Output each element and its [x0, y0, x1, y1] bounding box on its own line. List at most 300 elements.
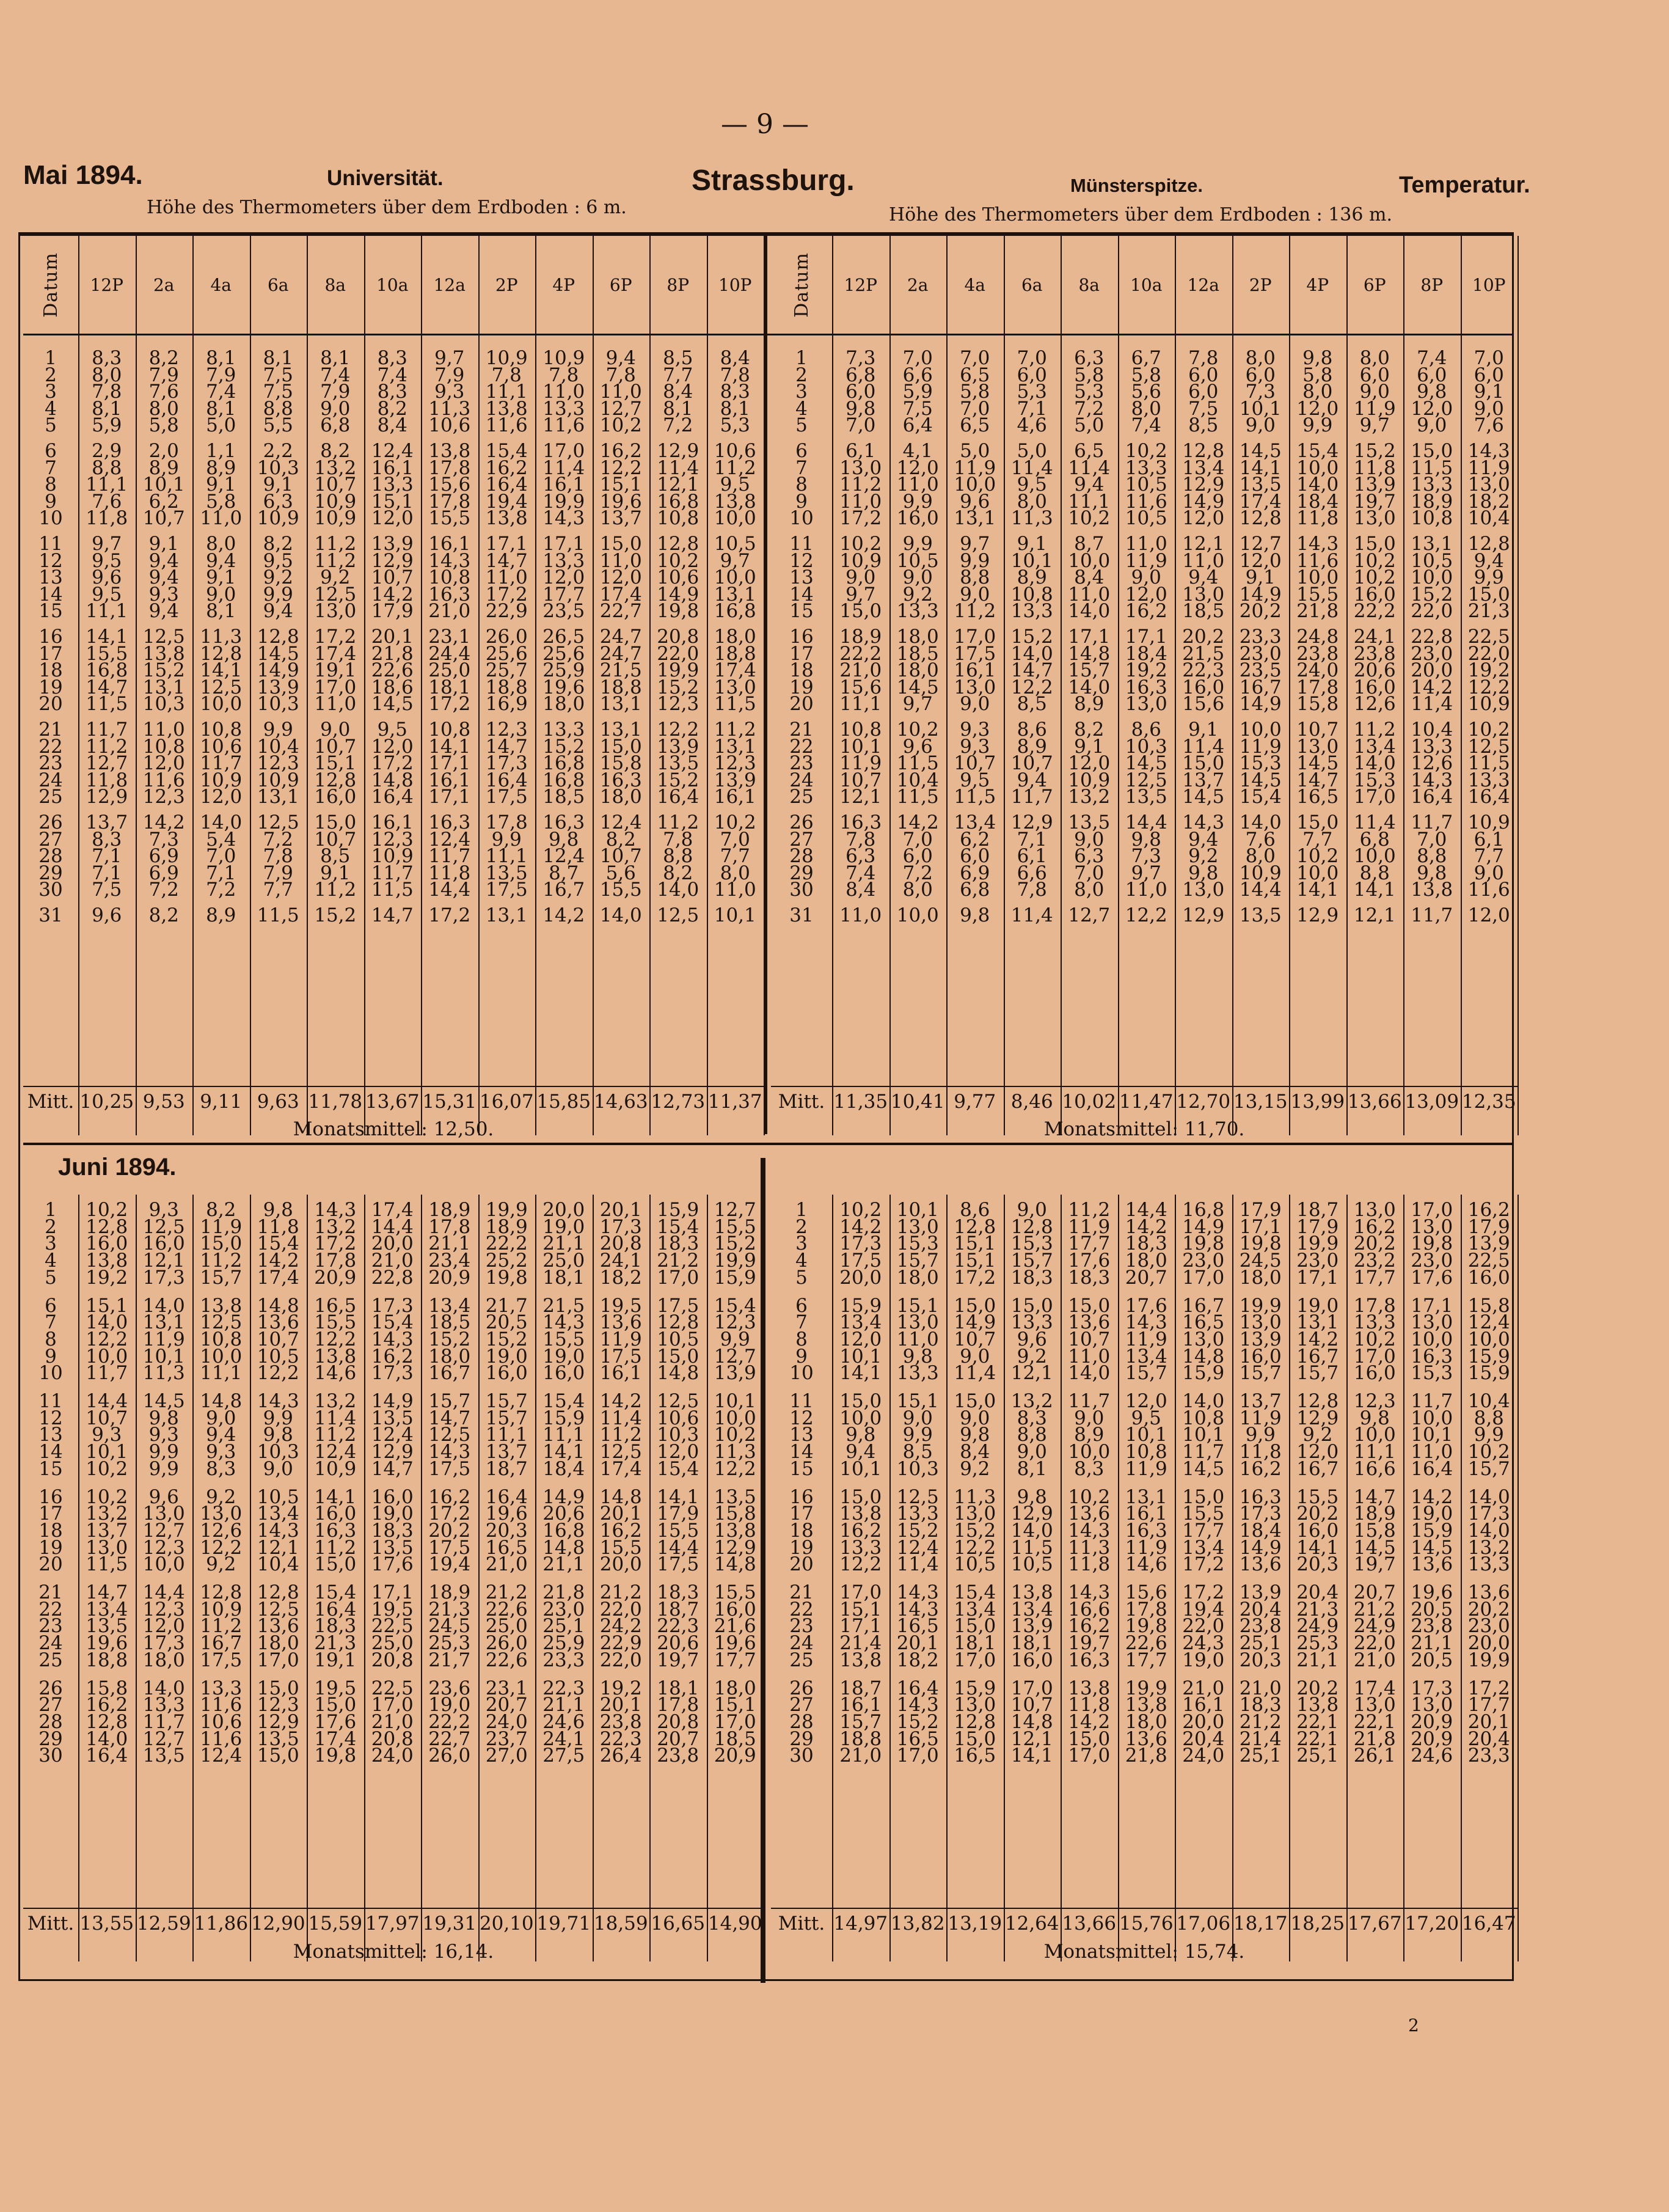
temperature-value: 10,1	[1010, 549, 1053, 572]
temperature-value: 11,7	[428, 845, 471, 868]
temperature-value: 16,0	[1182, 676, 1225, 698]
temperature-value: 13,4	[1125, 1345, 1167, 1368]
temperature-value: 9,8	[263, 1424, 293, 1446]
temperature-value: 10,7	[257, 1328, 299, 1350]
temperature-value: 17,2	[371, 752, 414, 775]
temperature-value: 8,8	[263, 397, 293, 420]
temperature-value: 26,0	[428, 1745, 471, 1767]
temperature-value: 9,4	[845, 1441, 876, 1463]
temperature-value: 13,3	[1467, 1553, 1510, 1576]
temperature-value: 15,5	[714, 1215, 756, 1238]
temperature-value: 15,7	[839, 1710, 882, 1733]
temperature-value: 8,1	[1017, 1457, 1047, 1480]
temperature-value: 21,2	[657, 1250, 699, 1272]
temperature-value: 17,9	[1239, 1199, 1282, 1221]
day-number: 4	[795, 1250, 808, 1272]
temperature-value: 13,0	[954, 1694, 996, 1716]
temperature-value: 19,2	[599, 1677, 642, 1699]
temperature-value: 14,5	[371, 693, 414, 716]
temperature-value: 11,1	[542, 1424, 585, 1446]
temperature-value: 12,8	[257, 1581, 299, 1603]
temperature-value: 15,0	[657, 1345, 699, 1368]
temperature-value: 9,0	[1474, 862, 1504, 884]
temperature-value: 15,5	[1296, 583, 1339, 606]
temperature-value: 11,5	[1467, 752, 1510, 775]
temperature-value: 9,0	[206, 583, 236, 606]
temperature-value: 10,1	[1239, 397, 1282, 420]
temperature-value: 11,2	[314, 549, 357, 572]
temperature-value: 15,0	[599, 533, 642, 555]
temperature-value: 12,8	[1296, 1390, 1339, 1412]
day-number: 3	[795, 381, 808, 403]
temperature-value: 12,4	[428, 828, 471, 851]
temperature-value: 8,1	[663, 397, 693, 420]
temperature-value: 13,2	[86, 1503, 128, 1525]
temperature-value: 9,1	[320, 862, 351, 884]
temperature-value: 20,2	[1182, 626, 1225, 648]
temperature-value: 16,0	[714, 1598, 756, 1621]
temperature-value: 9,6	[92, 904, 122, 926]
temperature-value: 9,0	[1074, 1407, 1105, 1429]
temperature-value: 13,9	[1010, 1615, 1053, 1638]
temperature-value: 19,0	[542, 1215, 585, 1238]
temperature-value: 15,4	[657, 1457, 699, 1480]
hour-header: 6a	[267, 274, 289, 295]
temperature-value: 24,4	[428, 642, 471, 665]
temperature-value: 10,5	[1125, 474, 1167, 496]
temperature-value: 17,8	[1125, 1598, 1167, 1621]
temperature-value: 17,9	[1467, 1215, 1510, 1238]
day-number: 11	[38, 1390, 63, 1412]
hour-header: 4P	[1306, 274, 1329, 295]
temperature-value: 11,8	[428, 862, 471, 884]
day-number: 10	[38, 1362, 63, 1385]
temperature-value: 7,1	[1017, 397, 1047, 420]
temperature-value: 8,8	[1359, 862, 1390, 884]
temperature-value: 13,2	[1068, 786, 1111, 808]
temperature-value: 24,6	[542, 1710, 585, 1733]
temperature-value: 13,6	[1411, 1553, 1453, 1576]
temperature-value: 24,1	[599, 1250, 642, 1272]
temperature-value: 9,9	[1302, 414, 1333, 437]
temperature-value: 15,1	[314, 752, 357, 775]
day-number: 28	[38, 845, 63, 868]
temperature-value: 6,9	[148, 845, 179, 868]
temperature-value: 19,7	[1353, 1553, 1396, 1576]
temperature-value: 17,8	[1296, 676, 1339, 698]
temperature-value: 15,3	[1353, 769, 1396, 791]
temperature-value: 16,4	[1411, 1457, 1453, 1480]
temperature-value: 9,6	[902, 735, 933, 758]
temperature-value: 16,0	[1467, 1266, 1510, 1289]
temperature-value: 15,8	[1467, 1294, 1510, 1317]
temperature-value: 12,8	[86, 1215, 128, 1238]
temperature-value: 17,1	[1068, 626, 1111, 648]
temperature-value: 14,3	[1467, 440, 1510, 462]
temperature-value: 20,6	[542, 1503, 585, 1525]
temperature-value: 14,3	[314, 1199, 357, 1221]
temperature-value: 13,8	[839, 1649, 882, 1671]
temperature-value: 11,3	[1010, 507, 1053, 530]
temperature-value: 9,9	[960, 549, 990, 572]
temperature-value: 19,1	[314, 659, 357, 682]
temperature-value: 22,1	[1353, 1710, 1396, 1733]
temperature-value: 17,7	[1467, 1694, 1510, 1716]
temperature-value: 9,9	[1474, 566, 1504, 589]
mittel-value: 18,25	[1290, 1913, 1345, 1935]
temperature-value: 22,8	[371, 1266, 414, 1289]
temperature-value: 18,8	[485, 676, 528, 698]
temperature-value: 9,0	[1017, 1441, 1047, 1463]
temperature-value: 17,2	[1182, 1581, 1225, 1603]
temperature-value: 13,5	[142, 1745, 185, 1767]
temperature-value: 17,7	[1353, 1266, 1396, 1289]
temperature-value: 10,0	[1353, 845, 1396, 868]
temperature-value: 20,0	[1182, 1710, 1225, 1733]
mittel-value: 15,59	[308, 1913, 363, 1935]
temperature-value: 9,3	[148, 1424, 179, 1446]
temperature-value: 6,0	[1245, 364, 1276, 386]
temperature-value: 10,2	[86, 1485, 128, 1508]
temperature-value: 13,0	[1411, 1694, 1453, 1716]
temperature-value: 8,0	[1302, 381, 1333, 403]
temperature-value: 8,4	[845, 879, 876, 901]
hour-header: 4P	[552, 274, 575, 295]
temperature-value: 20,8	[657, 626, 699, 648]
temperature-value: 15,2	[714, 1232, 756, 1255]
temperature-value: 12,7	[142, 1727, 185, 1750]
temperature-value: 25,9	[542, 1632, 585, 1655]
temperature-value: 12,3	[1353, 1390, 1396, 1412]
temperature-value: 16,1	[954, 659, 996, 682]
temperature-value: 13,5	[257, 1727, 299, 1750]
temperature-value: 20,2	[428, 1519, 471, 1542]
temperature-value: 12,8	[1010, 1215, 1053, 1238]
temperature-value: 11,7	[1411, 1390, 1453, 1412]
temperature-value: 12,3	[257, 752, 299, 775]
temperature-value: 8,0	[1074, 879, 1105, 901]
temperature-value: 10,0	[1296, 456, 1339, 479]
temperature-value: 9,2	[960, 1457, 990, 1480]
temperature-value: 7,6	[1474, 414, 1504, 437]
sheet-mark: 2	[1408, 2015, 1419, 2035]
temperature-value: 11,3	[1068, 1536, 1111, 1559]
day-number: 16	[38, 1485, 63, 1508]
temperature-value: 11,0	[1068, 583, 1111, 606]
temperature-value: 19,0	[428, 1694, 471, 1716]
temperature-value: 14,1	[314, 1485, 357, 1508]
temperature-value: 17,3	[371, 1362, 414, 1385]
temperature-value: 14,6	[1125, 1553, 1167, 1576]
day-number: 20	[789, 1553, 814, 1576]
temperature-value: 17,0	[314, 676, 357, 698]
temperature-value: 6,0	[1359, 364, 1390, 386]
temperature-value: 14,7	[1353, 1485, 1396, 1508]
temperature-value: 17,2	[485, 583, 528, 606]
temperature-value: 17,0	[1353, 1345, 1396, 1368]
temperature-value: 19,7	[1353, 490, 1396, 513]
temperature-value: 9,1	[263, 474, 293, 496]
day-number: 7	[795, 456, 808, 479]
day-number: 29	[789, 1727, 814, 1750]
day-number: 26	[789, 1677, 814, 1699]
temperature-value: 16,4	[485, 1485, 528, 1508]
temperature-value: 17,1	[542, 533, 585, 555]
temperature-value: 13,0	[1125, 693, 1167, 716]
temperature-value: 13,0	[1411, 1311, 1453, 1334]
temperature-value: 15,4	[1239, 786, 1282, 808]
mittel-value: 11,47	[1119, 1091, 1174, 1113]
temperature-value: 7,5	[1188, 397, 1219, 420]
temperature-value: 10,6	[428, 414, 471, 437]
temperature-value: 15,0	[1182, 752, 1225, 775]
day-number: 25	[789, 1649, 814, 1671]
temperature-value: 17,0	[714, 1710, 756, 1733]
temperature-value: 24,9	[1353, 1615, 1396, 1638]
temperature-value: 6,5	[960, 414, 990, 437]
temperature-value: 16,8	[542, 769, 585, 791]
mittel-value: 12,64	[1004, 1913, 1059, 1935]
datum-header	[771, 236, 832, 334]
temperature-value: 9,0	[1131, 566, 1161, 589]
temperature-value: 11,9	[1239, 735, 1282, 758]
temperature-value: 21,8	[1125, 1745, 1167, 1767]
temperature-value: 11,9	[1068, 1215, 1111, 1238]
temperature-value: 9,6	[148, 1485, 179, 1508]
temperature-value: 15,0	[599, 735, 642, 758]
temperature-value: 7,4	[845, 862, 876, 884]
temperature-value: 12,0	[371, 507, 414, 530]
temperature-value: 14,3	[1125, 1311, 1167, 1334]
day-number: 29	[789, 862, 814, 884]
temperature-value: 9,8	[1131, 828, 1161, 851]
temperature-value: 13,8	[1068, 1677, 1111, 1699]
temperature-value: 15,3	[1010, 1232, 1053, 1255]
temperature-value: 20,0	[1411, 659, 1453, 682]
temperature-value: 10,1	[1182, 1424, 1225, 1446]
temperature-value: 14,7	[371, 904, 414, 926]
temperature-value: 18,0	[1239, 1266, 1282, 1289]
temperature-value: 5,8	[1131, 364, 1161, 386]
temperature-value: 8,5	[1188, 414, 1219, 437]
temperature-value: 13,8	[714, 490, 756, 513]
day-number: 30	[38, 879, 63, 901]
hour-header: 6P	[1363, 274, 1386, 295]
temperature-value: 10,2	[896, 719, 939, 741]
temperature-value: 10,4	[896, 769, 939, 791]
temperature-value: 12,2	[314, 1328, 357, 1350]
temperature-value: 18,3	[1010, 1266, 1053, 1289]
temperature-value: 15,7	[1467, 1457, 1510, 1480]
temperature-value: 7,8	[663, 828, 693, 851]
temperature-value: 23,5	[542, 600, 585, 623]
temperature-value: 16,2	[839, 1519, 882, 1542]
temperature-value: 18,0	[896, 1266, 939, 1289]
temperature-value: 16,5	[485, 1536, 528, 1559]
temperature-value: 8,9	[148, 456, 179, 479]
temperature-value: 17,2	[428, 904, 471, 926]
temperature-value: 6,0	[1017, 364, 1047, 386]
temperature-value: 12,3	[142, 786, 185, 808]
temperature-value: 9,3	[148, 583, 179, 606]
temperature-value: 13,2	[314, 1215, 357, 1238]
temperature-value: 13,5	[1239, 904, 1282, 926]
mittel-value: 17,20	[1404, 1913, 1459, 1935]
temperature-value: 12,8	[200, 1581, 243, 1603]
temperature-value: 8,7	[549, 862, 579, 884]
temperature-value: 27,5	[542, 1745, 585, 1767]
temperature-value: 15,1	[954, 1232, 996, 1255]
hour-header: 12P	[844, 274, 877, 295]
temperature-value: 9,9	[902, 490, 933, 513]
temperature-value: 6,8	[320, 414, 351, 437]
temperature-value: 12,0	[657, 1441, 699, 1463]
temperature-value: 17,2	[839, 507, 882, 530]
temperature-value: 11,0	[896, 474, 939, 496]
temperature-value: 15,3	[1411, 1362, 1453, 1385]
temperature-value: 17,6	[1068, 1250, 1111, 1272]
temperature-value: 25,0	[485, 1615, 528, 1638]
temperature-value: 9,1	[206, 474, 236, 496]
temperature-value: 13,8	[314, 1345, 357, 1368]
temperature-value: 9,7	[1131, 862, 1161, 884]
temperature-value: 13,0	[1353, 1694, 1396, 1716]
day-number: 1	[795, 1199, 808, 1221]
temperature-value: 20,3	[485, 1519, 528, 1542]
temperature-value: 15,4	[1296, 440, 1339, 462]
temperature-value: 17,6	[371, 1553, 414, 1576]
temperature-value: 10,9	[314, 1457, 357, 1480]
temperature-value: 10,7	[1010, 752, 1053, 775]
temperature-value: 25,7	[485, 659, 528, 682]
temperature-value: 9,8	[845, 1424, 876, 1446]
temperature-value: 18,9	[428, 1581, 471, 1603]
temperature-value: 19,9	[1125, 1677, 1167, 1699]
temperature-value: 14,4	[657, 1536, 699, 1559]
temperature-value: 17,4	[371, 1199, 414, 1221]
temperature-value: 10,9	[257, 507, 299, 530]
temperature-value: 20,7	[485, 1694, 528, 1716]
temperature-value: 8,6	[960, 1199, 990, 1221]
temperature-value: 7,2	[263, 828, 293, 851]
day-number: 21	[38, 1581, 63, 1603]
day-number: 30	[789, 1745, 814, 1767]
temperature-value: 8,1	[206, 347, 236, 369]
temperature-value: 8,8	[1417, 845, 1447, 868]
temperature-value: 9,0	[320, 397, 351, 420]
temperature-value: 16,3	[1411, 1345, 1453, 1368]
temperature-value: 10,5	[1125, 507, 1167, 530]
temperature-value: 16,5	[314, 1294, 357, 1317]
month-title-may: Mai 1894.	[23, 160, 143, 190]
mittel-value: 12,70	[1176, 1091, 1231, 1113]
temperature-value: 16,1	[428, 769, 471, 791]
temperature-value: 13,7	[1182, 769, 1225, 791]
temperature-value: 15,4	[485, 440, 528, 462]
temperature-value: 11,3	[714, 1441, 756, 1463]
temperature-value: 19,8	[1239, 1232, 1282, 1255]
temperature-value: 17,3	[1239, 1503, 1282, 1525]
temperature-value: 11,0	[1068, 1345, 1111, 1368]
temperature-value: 14,3	[896, 1694, 939, 1716]
temperature-value: 15,5	[1296, 1485, 1339, 1508]
temperature-value: 11,8	[86, 507, 128, 530]
day-number: 2	[45, 1215, 57, 1238]
temperature-value: 11,7	[86, 719, 128, 741]
temperature-value: 14,3	[1182, 811, 1225, 833]
temperature-value: 6,8	[960, 879, 990, 901]
temperature-value: 25,1	[1296, 1745, 1339, 1767]
temperature-value: 10,0	[1296, 862, 1339, 884]
day-number: 24	[789, 769, 814, 791]
temperature-value: 13,5	[371, 1407, 414, 1429]
temperature-value: 24,7	[599, 626, 642, 648]
temperature-value: 11,6	[485, 414, 528, 437]
temperature-value: 19,2	[1467, 659, 1510, 682]
monatsmittel: Monatsmittel: 12,50.	[293, 1118, 494, 1140]
day-number: 18	[789, 659, 814, 682]
temperature-value: 14,9	[542, 1485, 585, 1508]
temperature-value: 13,6	[257, 1311, 299, 1334]
temperature-value: 11,5	[86, 1553, 128, 1576]
day-number: 24	[789, 1632, 814, 1655]
hour-header: 8P	[667, 274, 690, 295]
temperature-value: 21,1	[1296, 1649, 1339, 1671]
temperature-value: 15,4	[371, 1311, 414, 1334]
temperature-value: 7,6	[148, 381, 179, 403]
temperature-value: 12,9	[1296, 904, 1339, 926]
temperature-value: 12,4	[542, 845, 585, 868]
temperature-value: 10,4	[257, 735, 299, 758]
temperature-value: 14,5	[1125, 752, 1167, 775]
temperature-value: 12,8	[1182, 440, 1225, 462]
temperature-value: 10,3	[896, 1457, 939, 1480]
temperature-value: 11,9	[1125, 1457, 1167, 1480]
temperature-value: 9,8	[1302, 347, 1333, 369]
day-number: 21	[789, 719, 814, 741]
temperature-value: 8,9	[1017, 566, 1047, 589]
temperature-value: 14,9	[371, 1390, 414, 1412]
temperature-value: 15,7	[1239, 1362, 1282, 1385]
day-number: 30	[789, 879, 814, 901]
temperature-value: 21,0	[1182, 1677, 1225, 1699]
day-number: 19	[38, 1536, 63, 1559]
temperature-value: 11,2	[714, 456, 756, 479]
temperature-value: 11,3	[428, 397, 471, 420]
temperature-value: 12,1	[657, 474, 699, 496]
mittel-value: 18,17	[1233, 1913, 1288, 1935]
temperature-value: 7,3	[1245, 381, 1276, 403]
day-number: 17	[38, 1503, 63, 1525]
temperature-value: 17,2	[954, 1266, 996, 1289]
temperature-value: 24,8	[1296, 626, 1339, 648]
temperature-value: 19,6	[1411, 1581, 1453, 1603]
temperature-value: 6,1	[1017, 845, 1047, 868]
temperature-value: 11,0	[839, 904, 882, 926]
temperature-value: 15,0	[1411, 440, 1453, 462]
temperature-value: 12,9	[1296, 1407, 1339, 1429]
temperature-value: 16,3	[599, 769, 642, 791]
temperature-value: 7,3	[1131, 845, 1161, 868]
temperature-value: 16,0	[542, 1362, 585, 1385]
temperature-value: 21,0	[485, 1553, 528, 1576]
temperature-value: 23,8	[1239, 1615, 1282, 1638]
temperature-value: 10,3	[257, 1441, 299, 1463]
temperature-value: 16,0	[314, 1503, 357, 1525]
temperature-value: 15,4	[714, 1294, 756, 1317]
temperature-value: 15,5	[1182, 1503, 1225, 1525]
temperature-value: 15,0	[954, 1294, 996, 1317]
